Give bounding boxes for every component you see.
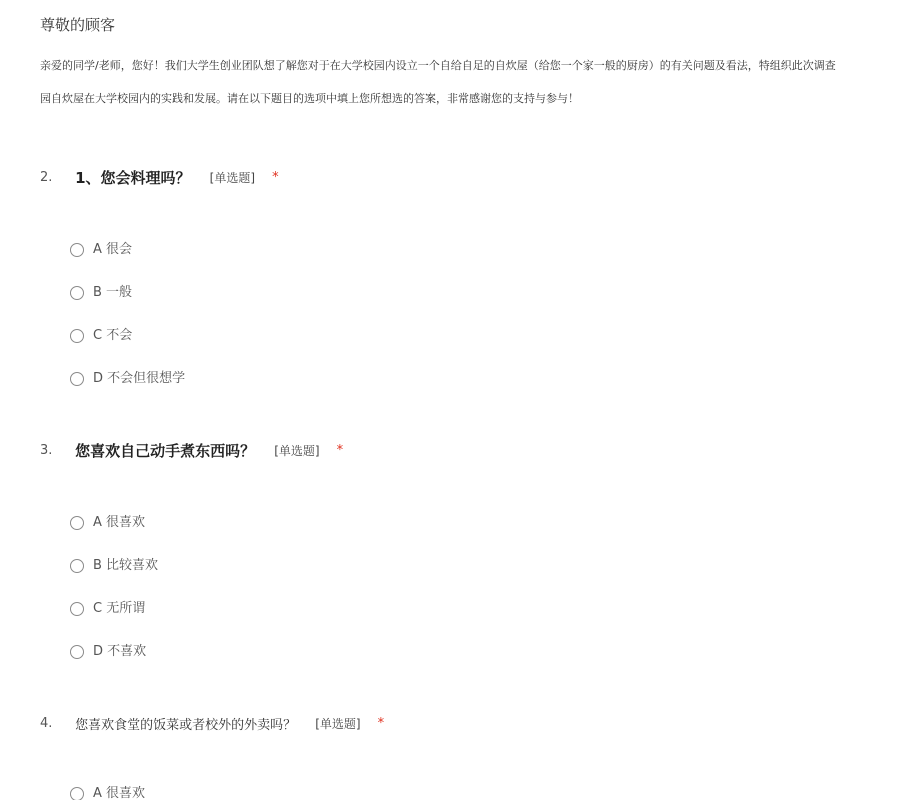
question-type-label: [单选题] [274,444,320,458]
required-mark: * [272,170,279,185]
option-label: C 无所谓 [93,601,146,616]
question-number: 4. [40,716,53,731]
question-4 [40,713,900,800]
radio-button[interactable] [70,243,84,257]
option-q3-d[interactable] [70,643,900,686]
radio-button[interactable] [70,559,84,573]
option-label: D 不会但很想学 [93,371,186,386]
required-mark: * [377,716,385,731]
question-2 [40,167,900,413]
radio-button[interactable] [70,286,84,300]
option-label: C 不会 [93,328,133,343]
option-q2-a[interactable] [70,241,900,284]
question-header [40,713,900,737]
option-label: A 很喜欢 [93,515,146,530]
radio-button[interactable] [70,329,84,343]
option-q4-a[interactable] [70,785,900,800]
question-title: 您喜欢自己动手煮东西吗？ [75,442,256,460]
question-type-label: [单选题] [209,171,256,185]
option-q3-a[interactable] [70,514,900,557]
radio-button[interactable] [70,787,84,800]
option-label: B 一般 [93,285,133,300]
option-list [70,785,900,800]
question-header [40,440,900,464]
question-title: 您喜欢食堂的饭菜或者校外的外卖吗？ [75,718,297,733]
survey-greeting: 尊敬的顾客 [40,16,116,34]
option-label: D 不喜欢 [93,644,147,659]
option-q2-c[interactable] [70,327,900,370]
option-q3-b[interactable] [70,557,900,600]
option-q2-b[interactable] [70,284,900,327]
question-title: 1、您会料理吗？ [75,169,191,187]
radio-button[interactable] [70,516,84,530]
radio-button[interactable] [70,602,84,616]
option-list [70,241,900,413]
radio-button[interactable] [70,372,84,386]
option-label: A 很喜欢 [93,786,146,800]
survey-intro-line-2: 园自炊屋在大学校园内的实践和发展。请在以下题目的选项中填上您所想选的答案，非常感谢您的支持与参与！ [40,92,579,105]
question-3 [40,440,900,686]
question-number: 3. [40,443,53,458]
survey-intro-line-1: 亲爱的同学/老师，您好！我们大学生创业团队想了解您对于在大学校园内设立一个自给自足的自炊屋（给您一个家一般的厨房）的有关问题及看法，特组织此次调查 [40,59,836,72]
option-q2-d[interactable] [70,370,900,413]
question-header [40,167,900,191]
radio-button[interactable] [70,645,84,659]
question-number: 2. [40,170,53,185]
required-mark: * [336,443,344,458]
option-label: A 很会 [93,242,133,257]
question-type-label: [单选题] [315,717,361,731]
option-label: B 比较喜欢 [93,558,159,573]
option-q3-c[interactable] [70,600,900,643]
option-list [70,514,900,686]
